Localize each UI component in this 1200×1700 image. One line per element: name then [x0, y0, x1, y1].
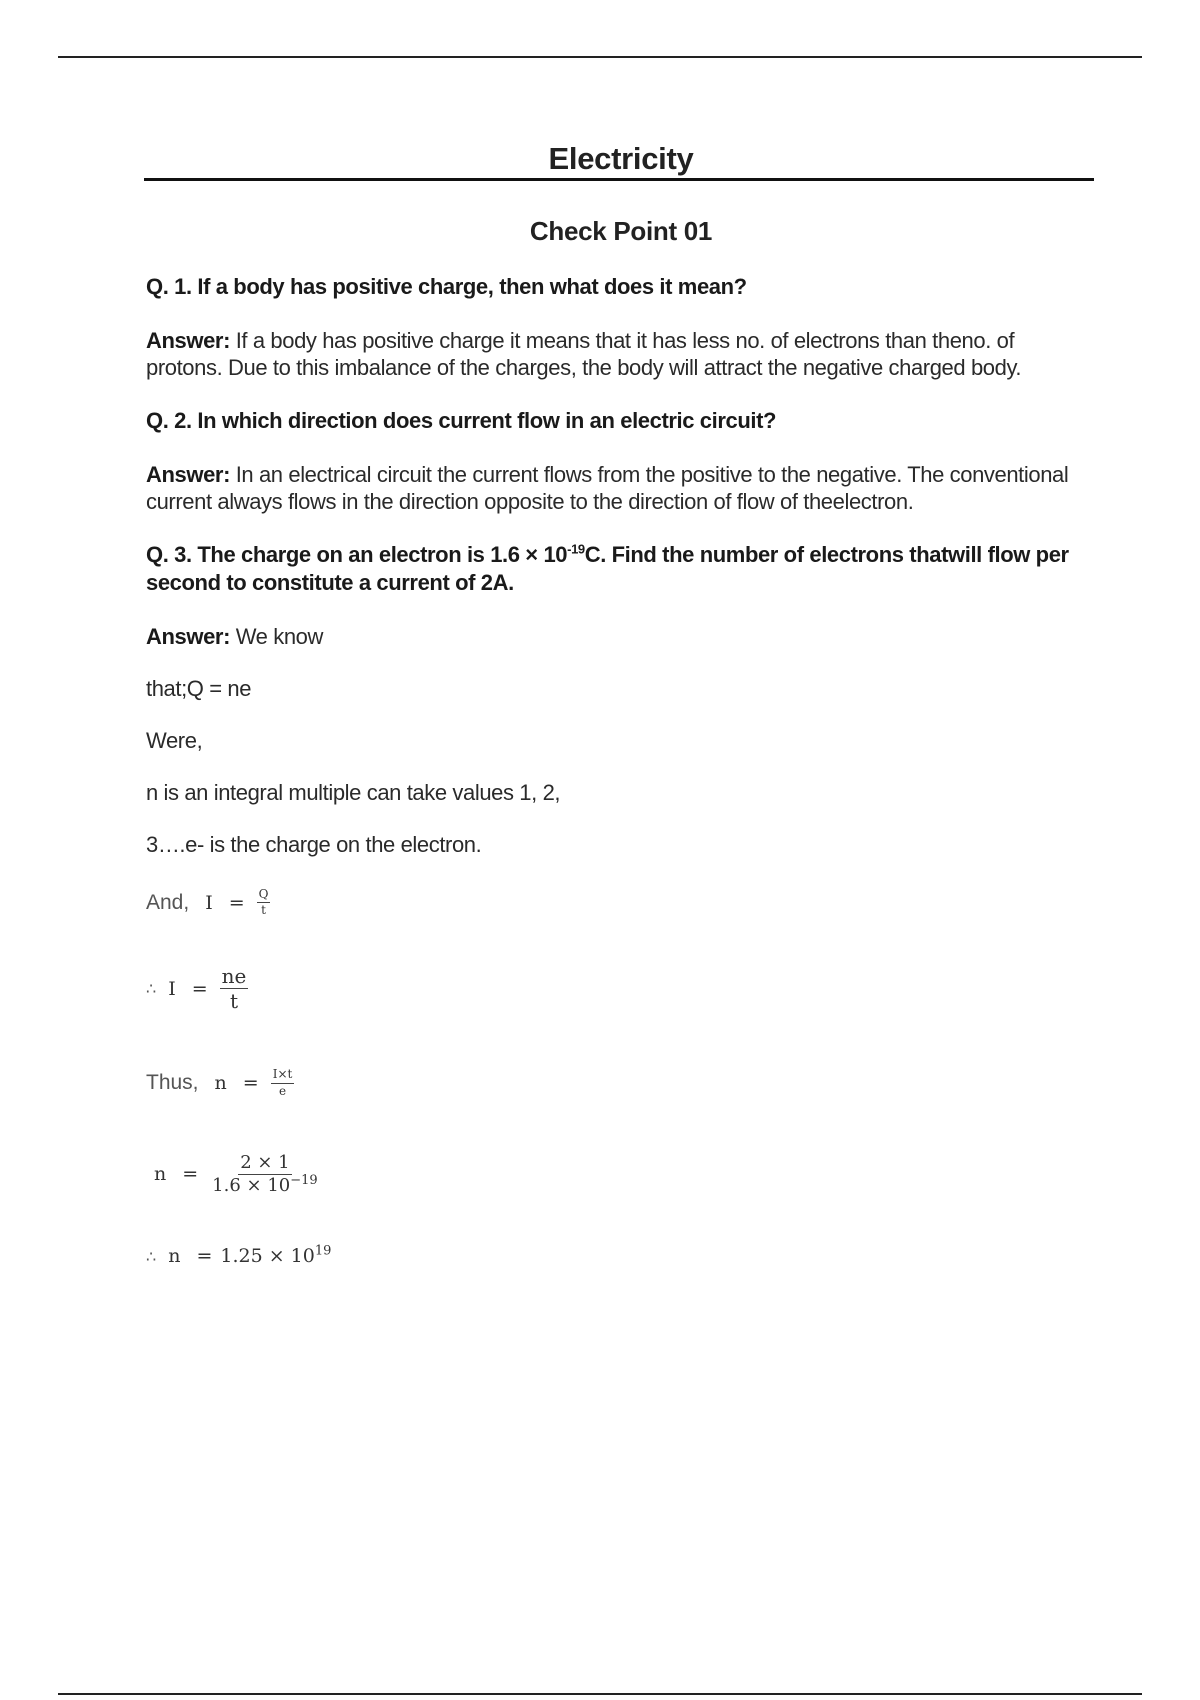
title-underline — [144, 178, 1094, 181]
footer-rule — [58, 1693, 1142, 1695]
answer-3-text: We know — [230, 624, 323, 649]
answer-2 — [146, 461, 1096, 515]
answer-1 — [146, 327, 1096, 381]
page-content — [146, 140, 1096, 1267]
question-3-exponent: -19 — [567, 541, 585, 557]
result-base: 1.25 × 10 — [220, 1245, 315, 1268]
answer-line: n is an integral multiple can take values 1, 2, — [146, 780, 561, 805]
question-3 — [146, 541, 1096, 597]
equals-sign: = — [182, 1163, 199, 1186]
fraction-numerator: I×t — [271, 1068, 295, 1083]
page-title: Electricity — [548, 141, 694, 176]
question-3-part1: Q. 3. The charge on an electron is 1.6 × 10 — [146, 542, 568, 567]
equation-lhs: I — [168, 977, 176, 1000]
fraction-denominator: t — [261, 903, 266, 918]
answer-label: Answer: — [146, 624, 230, 649]
fraction-denominator: t — [229, 989, 238, 1014]
equation-lhs: n — [154, 1163, 167, 1186]
fraction-numerator: ne — [221, 964, 247, 989]
question-1: Q. 1. If a body has positive charge, then what does it mean? — [146, 274, 747, 299]
equation-n-formula — [146, 1068, 1096, 1097]
header-rule — [58, 56, 1142, 58]
equation-lead: Thus, — [146, 1071, 199, 1095]
equation-lhs: n — [168, 1245, 181, 1268]
equals-sign: = — [196, 1245, 213, 1268]
equation-n-substitution — [146, 1153, 1096, 1196]
equation-lhs: n — [214, 1072, 227, 1095]
denominator-exponent: −19 — [290, 1172, 318, 1188]
equals-sign: = — [191, 977, 208, 1000]
answer-label: Answer: — [146, 328, 230, 353]
fraction-denominator — [210, 1172, 320, 1196]
equals-sign: = — [228, 891, 245, 914]
question-3-part2: C. Find the number of electrons thatwill flow per second to constitute a current of 2A. — [146, 542, 1069, 595]
equation-lhs: I — [205, 891, 213, 914]
fraction-numerator: Q — [257, 888, 271, 903]
answer-line: 3….e- is the charge on the electron. — [146, 832, 482, 857]
equation-current-ne — [146, 965, 1096, 1012]
result-value — [220, 1245, 331, 1267]
equation-n-result — [146, 1245, 1096, 1267]
answer-label: Answer: — [146, 462, 230, 487]
answer-line: that;Q = ne — [146, 676, 252, 701]
fraction — [271, 1068, 295, 1097]
therefore-symbol: ∴ — [146, 979, 157, 999]
question-2: Q. 2. In which direction does current flow in an electric circuit? — [146, 408, 777, 433]
denominator-base: 1.6 × 10 — [212, 1174, 291, 1196]
fraction-numerator: 2 × 1 — [240, 1151, 290, 1173]
fraction — [257, 888, 271, 917]
fraction — [210, 1153, 320, 1196]
therefore-symbol: ∴ — [146, 1246, 157, 1266]
answer-1-text: If a body has positive charge it means that it has less no. of electrons than theno. of protons. Due to this imbalance of the charges, the body will attract the negative charged body. — [146, 328, 1022, 380]
answer-2-text: In an electrical circuit the current flows from the positive to the negative. The conventional current always flows in the direction opposite to the direction of flow of theelectron. — [146, 462, 1069, 514]
fraction — [220, 965, 249, 1012]
answer-3 — [146, 623, 1096, 650]
section-subtitle: Check Point 01 — [529, 216, 713, 246]
equals-sign: = — [242, 1072, 259, 1095]
result-exponent: 19 — [314, 1244, 332, 1260]
fraction-denominator: e — [278, 1083, 287, 1098]
equation-lead: And, — [146, 890, 190, 914]
answer-line: Were, — [146, 728, 203, 753]
equation-current-definition — [146, 888, 1096, 917]
